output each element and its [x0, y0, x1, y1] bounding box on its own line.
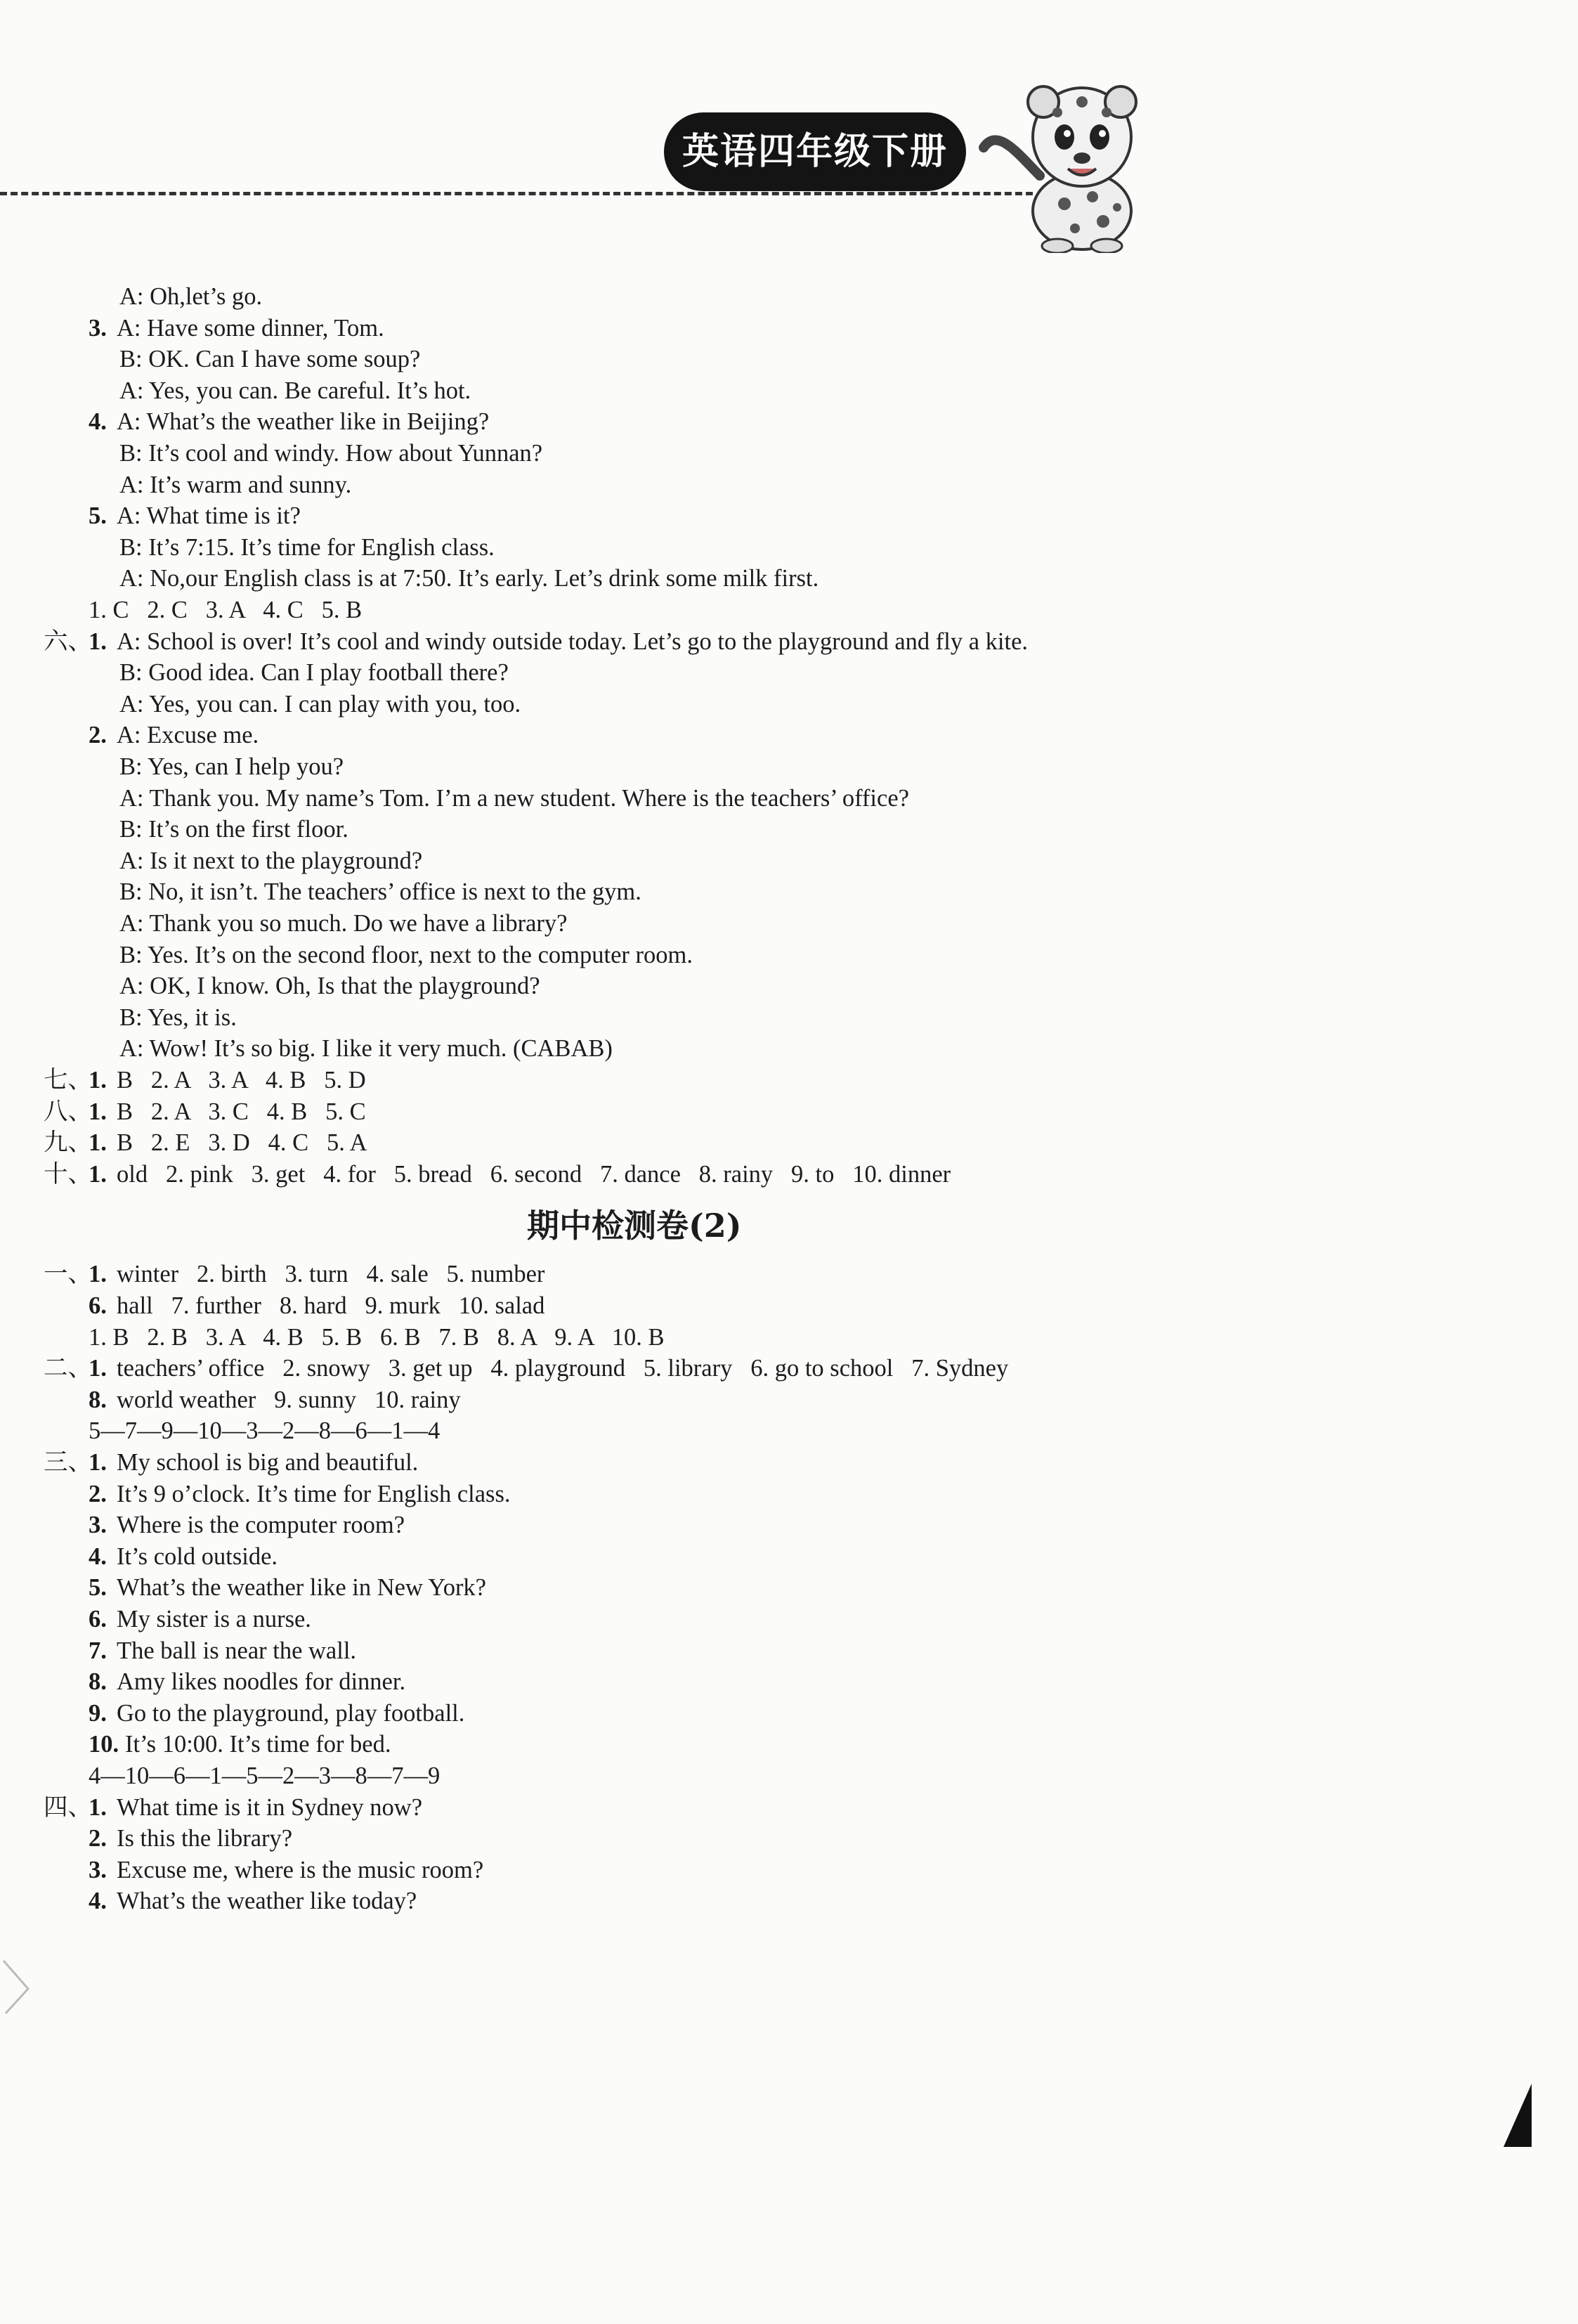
answer-line — [0, 1033, 1578, 1064]
line-text: 1. B 2. B 3. A 4. B 5. B 6. B 7. B 8. A 9. A 10. B — [89, 1323, 665, 1351]
line-text: B: It’s cool and windy. How about Yunnan? — [119, 440, 543, 467]
answer-line — [0, 1322, 1578, 1353]
answer-line — [0, 1127, 1578, 1158]
line-text: B: Yes, it is. — [119, 1004, 237, 1031]
item-number: 4. — [89, 408, 107, 436]
line-text: hall 7. further 8. hard 9. murk 10. salad — [117, 1292, 545, 1319]
section-number: 六、 — [44, 628, 92, 655]
answer-line — [0, 1698, 1578, 1729]
item-number: 2. — [89, 1825, 107, 1852]
answer-line — [0, 1384, 1578, 1415]
line-text: B: It’s 7:15. It’s time for English class. — [119, 533, 495, 561]
section-number: 一、 — [44, 1261, 92, 1288]
item-number: 6. — [89, 1606, 107, 1632]
answer-line — [0, 814, 1578, 845]
answer-line — [0, 1002, 1578, 1033]
answer-line — [0, 908, 1578, 939]
item-number: 1. — [89, 1160, 107, 1188]
line-text: Excuse me, where is the music room? — [117, 1856, 484, 1883]
section-number: 二、 — [44, 1355, 92, 1382]
answer-line — [0, 1290, 1578, 1321]
line-text: A: School is over! It’s cool and windy outside today. Let’s go to the playground and fly a kite. — [117, 628, 1029, 655]
answer-line — [0, 1096, 1578, 1127]
item-number: 9. — [89, 1699, 107, 1727]
answer-line — [0, 595, 1578, 625]
item-number: 7. — [89, 1637, 107, 1664]
item-number: 5. — [89, 502, 107, 530]
answer-line — [0, 845, 1578, 876]
answer-line — [0, 689, 1578, 720]
line-text: B: Yes. It’s on the second floor, next to the computer room. — [119, 941, 693, 968]
answer-line — [0, 1065, 1578, 1096]
leopard-mascot-icon — [977, 70, 1187, 253]
line-text: My sister is a nurse. — [117, 1606, 311, 1632]
line-text: 4—10—6—1—5—2—3—8—7—9 — [89, 1763, 441, 1789]
line-text: B: No, it isn’t. The teachers’ office is next to the gym. — [119, 878, 641, 906]
line-text: Amy likes noodles for dinner. — [117, 1668, 406, 1696]
line-text: A: Wow! It’s so big. I like it very much. (CABAB) — [119, 1035, 613, 1063]
line-text: winter 2. birth 3. turn 4. sale 5. number — [117, 1261, 545, 1288]
item-number: 1. — [89, 1067, 107, 1093]
line-text: A: Thank you so much. Do we have a library? — [119, 910, 568, 937]
answer-line — [0, 1885, 1578, 1916]
answer-line — [0, 532, 1578, 563]
answer-line — [0, 469, 1578, 500]
answer-line — [0, 563, 1578, 594]
answer-line — [0, 1259, 1578, 1290]
answer-line — [0, 1823, 1578, 1854]
answer-line — [0, 626, 1578, 657]
item-number: 1. — [89, 1355, 107, 1382]
answer-line — [0, 1479, 1578, 1510]
answer-line — [0, 1447, 1578, 1478]
line-text: 1. C 2. C 3. A 4. C 5. B — [89, 597, 363, 623]
section-title: 期中检测卷(2) — [527, 1207, 742, 1245]
line-text: What time is it in Sydney now? — [117, 1793, 423, 1821]
page-corner-mark — [1504, 2084, 1532, 2147]
line-text: A: It’s warm and sunny. — [119, 471, 352, 498]
dashed-divider — [0, 192, 1033, 195]
answer-line — [0, 1855, 1578, 1885]
line-text: A: OK, I know. Oh, Is that the playground? — [119, 973, 540, 1000]
line-text: A: Thank you. My name’s Tom. I’m a new student. Where is the teachers’ office? — [119, 784, 909, 812]
line-text: Go to the playground, play football. — [117, 1699, 465, 1727]
line-text: world weather 9. sunny 10. rainy — [117, 1386, 461, 1413]
answer-line — [0, 1792, 1578, 1823]
item-number: 1. — [89, 1098, 107, 1125]
item-number: 1. — [89, 1261, 107, 1288]
section-number: 四、 — [44, 1793, 92, 1821]
line-text: teachers’ office 2. snowy 3. get up 4. playground 5. library 6. go to school 7. Sydney — [117, 1355, 1009, 1382]
item-number: 5. — [89, 1574, 107, 1602]
item-number: 4. — [89, 1888, 107, 1915]
item-number: 10. — [89, 1731, 119, 1758]
line-text: What’s the weather like today? — [117, 1888, 417, 1915]
line-text: A: What time is it? — [117, 502, 301, 530]
item-number: 3. — [89, 314, 107, 342]
answer-line — [0, 1159, 1578, 1190]
item-number: 4. — [89, 1543, 107, 1570]
item-number: 1. — [89, 1129, 107, 1157]
line-text: It’s 10:00. It’s time for bed. — [125, 1731, 391, 1758]
item-number: 8. — [89, 1386, 107, 1413]
line-text: The ball is near the wall. — [117, 1637, 357, 1664]
line-text: A: Oh,let’s go. — [119, 283, 263, 310]
item-number: 1. — [89, 628, 107, 655]
line-text: A: Yes, you can. I can play with you, too. — [119, 690, 521, 718]
section-number: 十、 — [44, 1160, 92, 1188]
answer-line — [0, 313, 1578, 344]
answer-line — [0, 657, 1578, 688]
line-text: B: Yes, can I help you? — [119, 753, 344, 780]
section-number: 九、 — [44, 1129, 92, 1157]
line-text: old 2. pink 3. get 4. for 5. bread 6. second 7. dance 8. rainy 9. to 10. dinner — [117, 1160, 951, 1188]
line-text: It’s 9 o’clock. It’s time for English class. — [117, 1480, 511, 1507]
answer-line — [0, 375, 1578, 406]
answer-line — [0, 438, 1578, 469]
line-text: A: Yes, you can. Be careful. It’s hot. — [119, 377, 471, 404]
line-text: B: OK. Can I have some soup? — [119, 346, 421, 373]
book-title-badge — [664, 112, 966, 191]
line-text: B 2. A 3. A 4. B 5. D — [117, 1067, 366, 1093]
line-text: B: Good idea. Can I play football there? — [119, 659, 509, 687]
item-number: 1. — [89, 1449, 107, 1476]
answer-line — [0, 720, 1578, 751]
answer-line — [0, 1635, 1578, 1666]
answer-line — [0, 1510, 1578, 1540]
answer-line — [0, 1572, 1578, 1603]
answer-line — [0, 1604, 1578, 1635]
line-text: A: Is it next to the playground? — [119, 847, 423, 874]
answer-line — [0, 783, 1578, 814]
answer-line — [0, 500, 1578, 531]
line-text: What’s the weather like in New York? — [117, 1574, 486, 1602]
answer-line — [0, 971, 1578, 1001]
answer-line — [0, 1415, 1578, 1446]
answer-line — [0, 1353, 1578, 1384]
line-text: My school is big and beautiful. — [117, 1449, 419, 1476]
answer-line — [0, 281, 1578, 312]
answer-line — [0, 1729, 1578, 1760]
line-text: B 2. E 3. D 4. C 5. A — [117, 1129, 367, 1157]
page-header — [0, 0, 1578, 253]
item-number: 8. — [89, 1668, 107, 1696]
section-number: 七、 — [44, 1067, 92, 1093]
scan-mark — [0, 1954, 42, 2024]
line-text: A: What’s the weather like in Beijing? — [117, 408, 490, 436]
item-number: 1. — [89, 1793, 107, 1821]
item-number: 3. — [89, 1856, 107, 1883]
answer-line — [0, 344, 1578, 375]
line-text: A: Have some dinner, Tom. — [117, 314, 384, 342]
answer-line — [0, 1541, 1578, 1572]
line-text: Is this the library? — [117, 1825, 293, 1852]
line-text: A: Excuse me. — [117, 722, 259, 749]
item-number: 2. — [89, 1480, 107, 1507]
item-number: 2. — [89, 722, 107, 749]
answer-line — [0, 1760, 1578, 1791]
line-text: A: No,our English class is at 7:50. It’s early. Let’s drink some milk first. — [119, 565, 819, 592]
section-number: 三、 — [44, 1449, 92, 1476]
answer-line — [0, 751, 1578, 782]
line-text: It’s cold outside. — [117, 1543, 278, 1570]
answer-line — [0, 940, 1578, 971]
answer-line — [0, 1666, 1578, 1697]
item-number: 3. — [89, 1512, 107, 1539]
item-number: 6. — [89, 1292, 107, 1319]
book-title: 英语四年级下册 — [682, 131, 948, 173]
line-text: Where is the computer room? — [117, 1512, 405, 1539]
line-text: B 2. A 3. C 4. B 5. C — [117, 1098, 366, 1125]
line-text: 5—7—9—10—3—2—8—6—1—4 — [89, 1417, 441, 1445]
answer-line — [0, 876, 1578, 907]
section-number: 八、 — [44, 1098, 92, 1125]
answer-line — [0, 406, 1578, 437]
line-text: B: It’s on the first floor. — [119, 816, 348, 843]
